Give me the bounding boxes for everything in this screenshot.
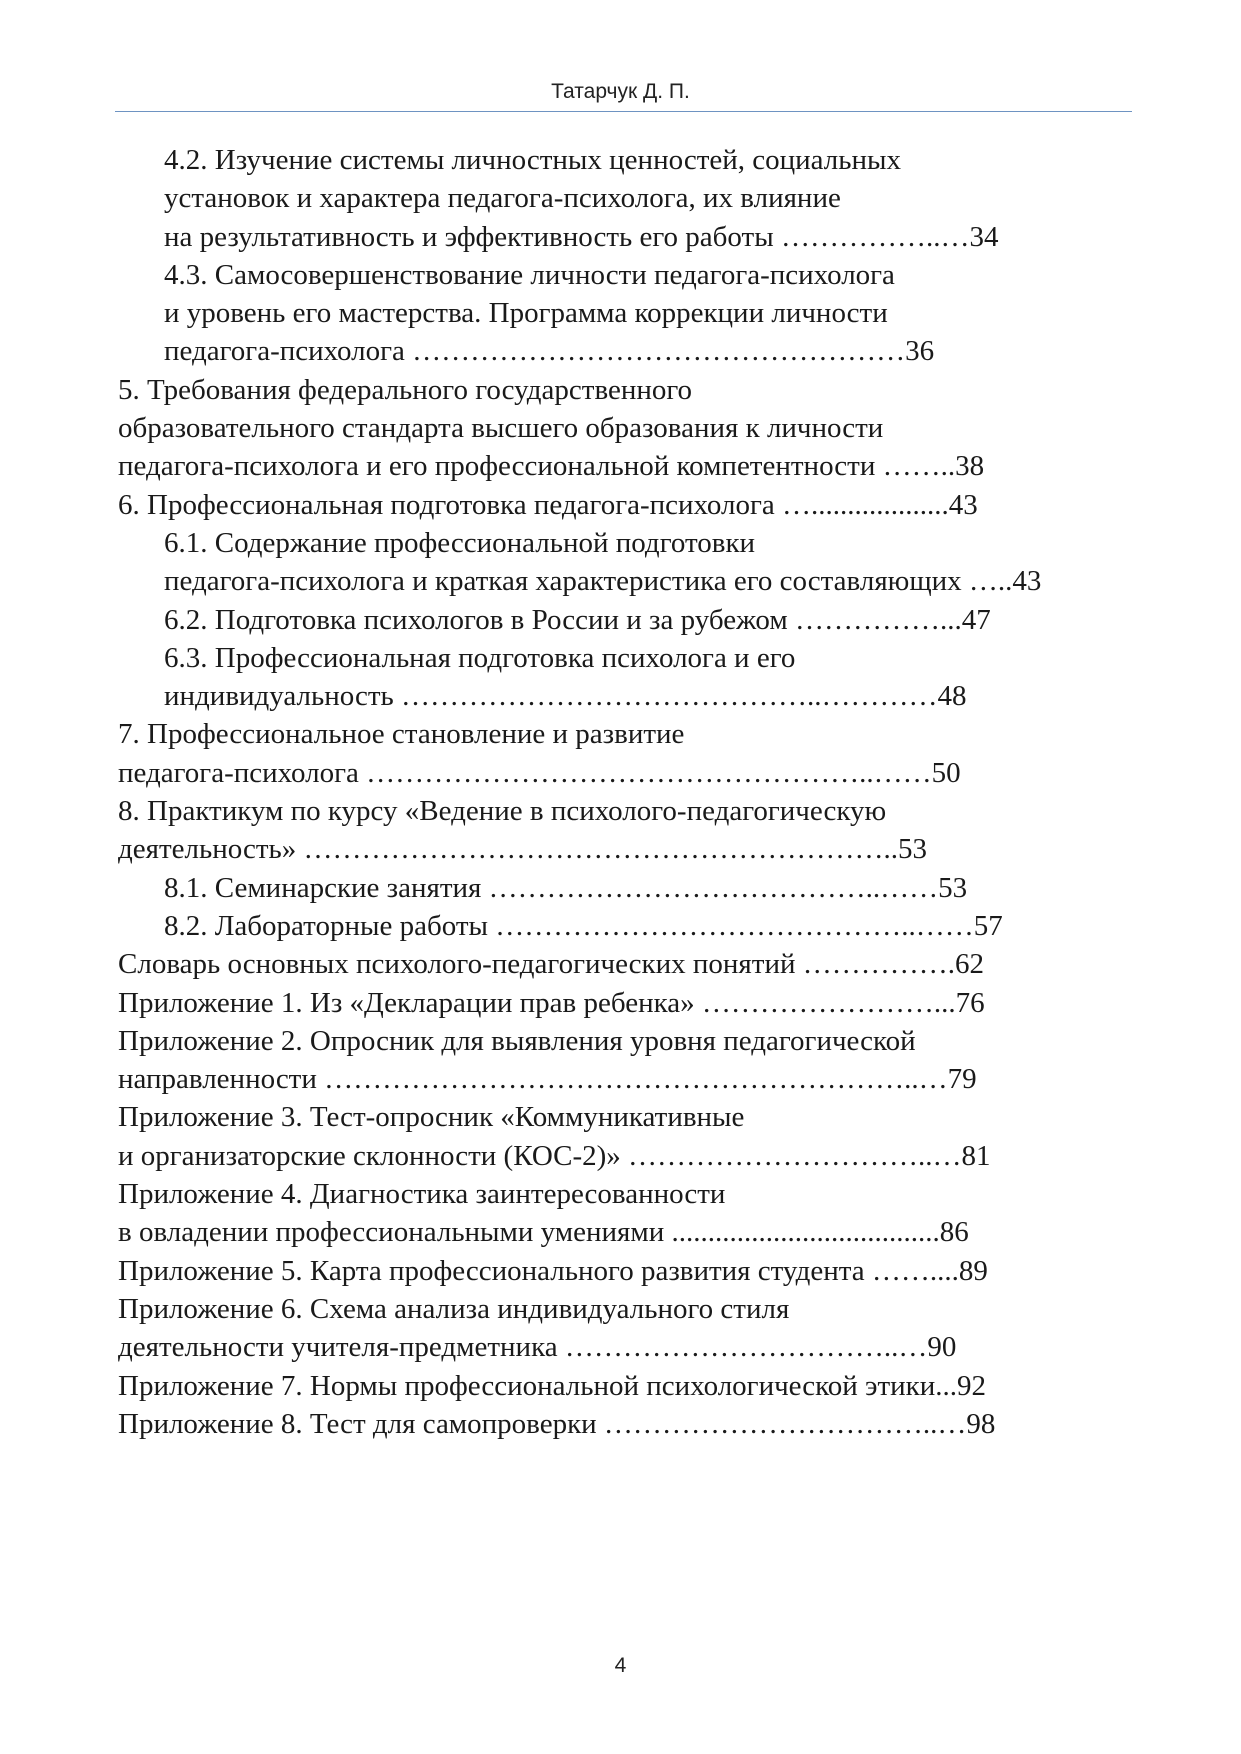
toc-line: 5. Требования федерального государственного [118, 373, 693, 406]
toc-line: в овладении профессиональными умениями .....................................86 [118, 1216, 969, 1249]
toc-line: деятельности учителя-предметника ……………………………..…90 [118, 1331, 957, 1364]
toc-line: 4.2. Изучение системы личностных ценностей, социальных [164, 144, 901, 176]
toc-line: 7. Профессиональное становление и развитие [118, 718, 685, 751]
toc-line: Словарь основных психолого-педагогических понятий …………….62 [118, 948, 984, 981]
toc-line: Приложение 1. Из «Декларации прав ребенка» ……………………...76 [118, 986, 985, 1019]
toc-line: Приложение 7. Нормы профессиональной психологической этики...92 [118, 1369, 987, 1402]
toc-line: педагога-психолога ……………………………………………..……50 [118, 756, 961, 789]
toc-line: индивидуальность ……………………………………..…………48 [164, 680, 967, 713]
toc-line: 8.2. Лабораторные работы ……………………………………..……57 [164, 909, 1003, 942]
toc-line: установок и характера педагога-психолога, их влияние [164, 182, 841, 215]
toc-line: Приложение 3. Тест-опросник «Коммуникативные [118, 1101, 745, 1134]
toc-line: на результативность и эффективность его работы ……………..…34 [164, 220, 999, 253]
toc-line: Приложение 5. Карта профессионального развития студента ……....89 [118, 1254, 988, 1287]
toc-line: и уровень его мастерства. Программа коррекции личности [164, 297, 888, 330]
toc-line: 6.3. Профессиональная подготовка психолога и его [164, 641, 796, 674]
toc-line: направленности ……………………………………………………..…79 [118, 1063, 977, 1096]
toc-line: Приложение 8. Тест для самопроверки ……………………………..…98 [118, 1407, 996, 1440]
toc-line: педагога-психолога и краткая характеристика его составляющих …..43 [164, 565, 1042, 598]
toc-line: 4.3. Самосовершенствование личности педагога-психолога [164, 258, 895, 291]
toc-line: Приложение 2. Опросник для выявления уровня педагогической [118, 1024, 916, 1057]
toc-line: Приложение 6. Схема анализа индивидуального стиля [118, 1292, 790, 1325]
toc-line: педагога-психолога и его профессиональной компетентности ……..38 [118, 450, 985, 483]
table-of-contents [118, 141, 1134, 1443]
toc-line: 6. Профессиональная подготовка педагога-психолога …...................43 [118, 488, 978, 521]
toc-line: образовательного стандарта высшего образования к личности [118, 412, 884, 445]
toc-line: 6.2. Подготовка психологов в России и за рубежом ……………...47 [164, 603, 991, 636]
toc-line: деятельность» ……………………………………………………..53 [118, 833, 927, 866]
toc-line: 8.1. Семинарские занятия …………………………………..……53 [164, 871, 968, 904]
toc-line: и организаторские склонности (КОС-2)» …………………………..…81 [118, 1139, 991, 1172]
running-header: Татарчук Д. П. [551, 80, 690, 103]
toc-line: педагога-психолога ……………………………………………36 [164, 335, 935, 368]
header-divider [115, 111, 1132, 112]
toc-line: 6.1. Содержание профессиональной подготовки [164, 526, 756, 559]
page-number: 4 [614, 1654, 627, 1677]
toc-line: Приложение 4. Диагностика заинтересованности [118, 1178, 726, 1211]
toc-line: 8. Практикум по курсу «Ведение в психолого-педагогическую [118, 795, 887, 828]
